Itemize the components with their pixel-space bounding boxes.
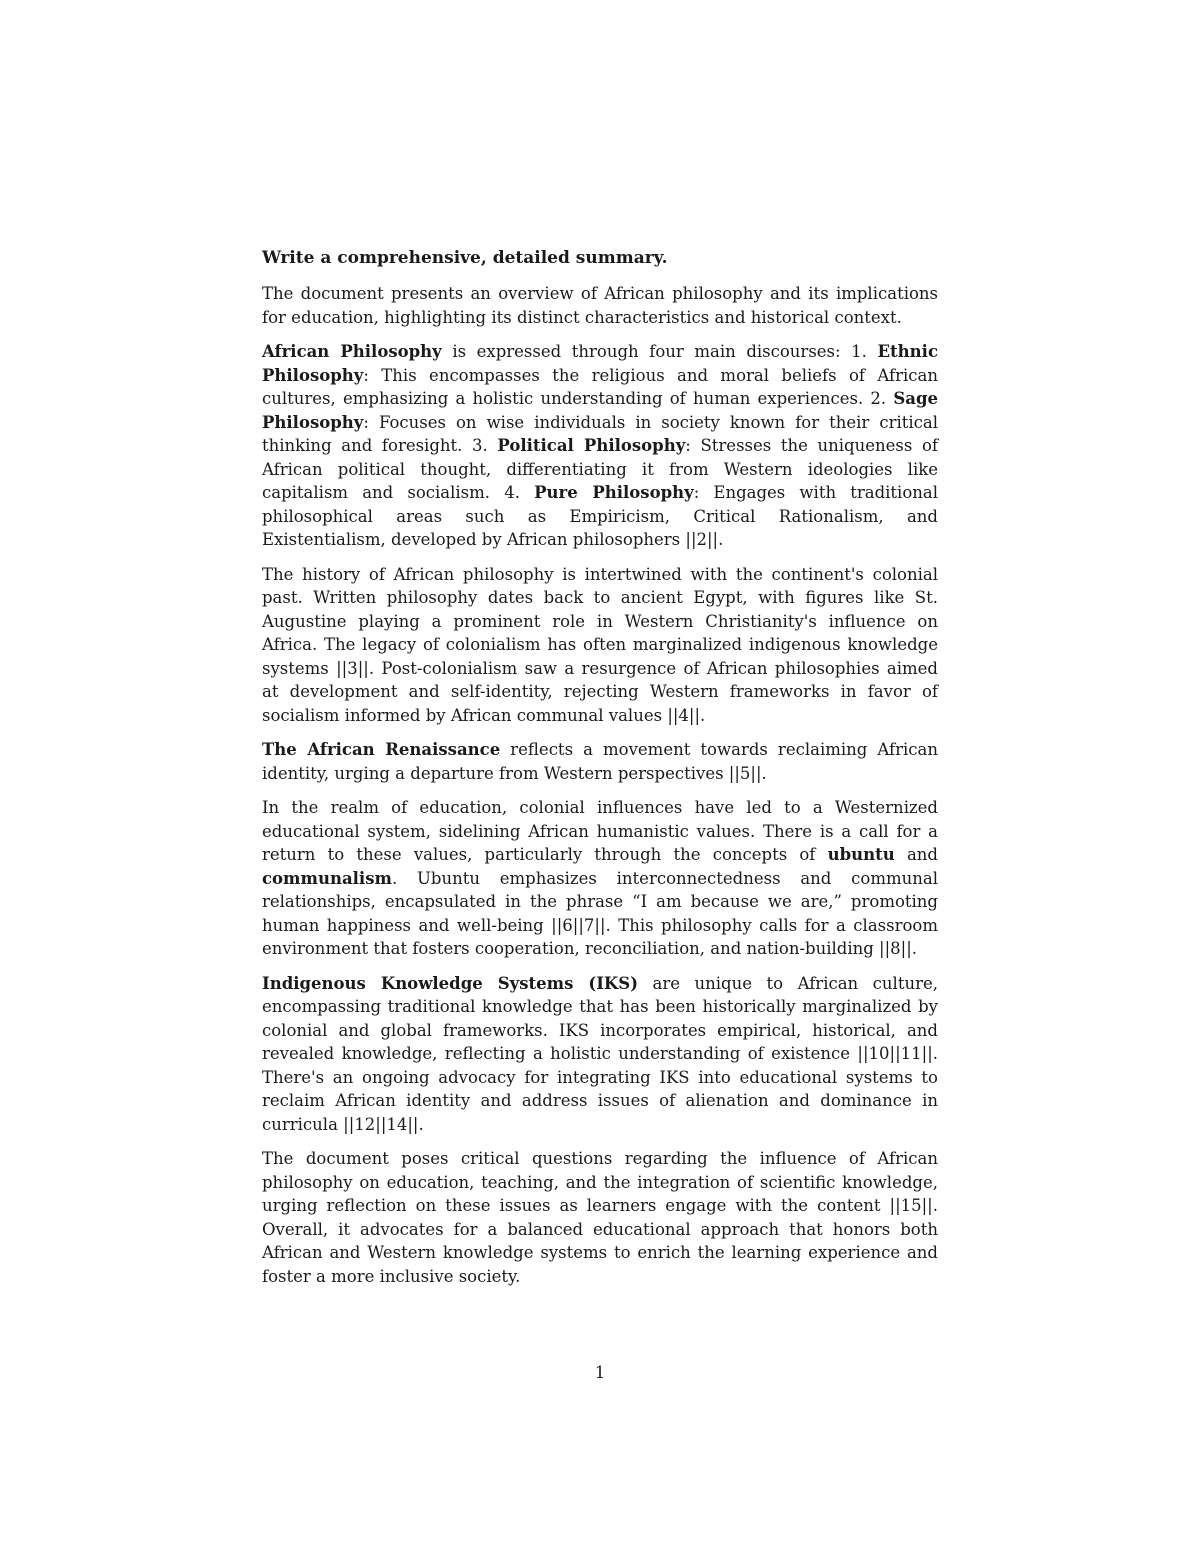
term-african-renaissance: The African Renaissance bbox=[262, 740, 501, 759]
education-paragraph bbox=[262, 796, 938, 961]
intro-paragraph: The document presents an overview of African philosophy and its implications for education, highlighting its distinct characteristics and historical context. bbox=[262, 284, 938, 327]
term-sage-philosophy: Sage Philosophy bbox=[262, 389, 938, 432]
term-iks: Indigenous Knowledge Systems (IKS) bbox=[262, 973, 638, 993]
paragraph-text: : Engages with traditional philosophical areas such as Empiricism, Critical Rationalism, and Existentialism, developed by African philosophers ||2||. bbox=[262, 483, 939, 549]
page-number: 1 bbox=[594, 1363, 606, 1382]
document-body bbox=[262, 246, 938, 1299]
paragraph-text: . Ubuntu emphasizes interconnectedness and communal relationships, encapsulated in the phrase “I am because we are,” promoting human happiness and well-being ||6||7||. This philosophy calls for a classroom environment that fosters cooperation, reconciliation, and nation-building ||8||. bbox=[262, 868, 938, 958]
term-pure-philosophy: Pure Philosophy bbox=[534, 483, 694, 502]
term-ethnic-philosophy: Ethnic Philosophy bbox=[262, 342, 938, 385]
discourses-paragraph bbox=[262, 340, 938, 552]
paragraph-text: are unique to African culture, encompassing traditional knowledge that has been historically marginalized by colonial and global frameworks. IKS incorporates empirical, historical, and revealed knowledge, reflecting a holistic understanding of existence ||10||11||. There's an ongoing advocacy for integrating IKS into educational systems to reclaim African identity and address issues of alienation and dominance in curricula ||12||14||. bbox=[262, 973, 938, 1134]
conclusion-paragraph: The document poses critical questions regarding the influence of African philosophy on education, teaching, and the integration of scientific knowledge, urging reflection on these issues as learners engage with the content ||15||. Overall, it advocates for a balanced educational approach that honors both African and Western knowledge systems to enrich the learning experience and foster a more inclusive society. bbox=[262, 1149, 938, 1286]
paragraph-text: In the realm of education, colonial influences have led to a Westernized educational system, sidelining African humanistic values. There is a call for a return to these values, particularly through the concepts of bbox=[262, 798, 938, 864]
paragraph-text: reflects a movement towards reclaiming African identity, urging a departure from Western perspectives ||5||. bbox=[262, 740, 939, 783]
history-paragraph: The history of African philosophy is intertwined with the continent's colonial past. Written philosophy dates back to ancient Egypt, with figures like St. Augustine playing a prominent role in Western Christianity's influence on Africa. The legacy of colonialism has often marginalized indigenous knowledge systems ||3||. Post-colonialism saw a resurgence of African philosophies aimed at development and self-identity, rejecting Western frameworks in favor of socialism informed by African communal values ||4||. bbox=[262, 564, 938, 725]
paragraph-text: : Stresses the uniqueness of African political thought, differentiating it from Western ideologies like capitalism and socialism. 4. bbox=[262, 436, 938, 502]
term-communalism: communalism bbox=[262, 868, 392, 888]
paragraph-text: : Focuses on wise individuals in society known for their critical thinking and foresight. 3. bbox=[262, 412, 938, 455]
renaissance-paragraph bbox=[262, 738, 938, 785]
term-ubuntu: ubuntu bbox=[827, 845, 895, 864]
term-african-philosophy: African Philosophy bbox=[262, 342, 442, 361]
term-political-philosophy: Political Philosophy bbox=[497, 436, 686, 455]
iks-paragraph bbox=[262, 972, 938, 1137]
document-heading: Write a comprehensive, detailed summary. bbox=[262, 248, 668, 268]
paragraph-text: : This encompasses the religious and moral beliefs of African cultures, emphasizing a holistic understanding of human experiences. 2. bbox=[262, 365, 938, 408]
paragraph-text: and bbox=[894, 845, 938, 864]
paragraph-text: is expressed through four main discourses: 1. bbox=[441, 342, 878, 361]
